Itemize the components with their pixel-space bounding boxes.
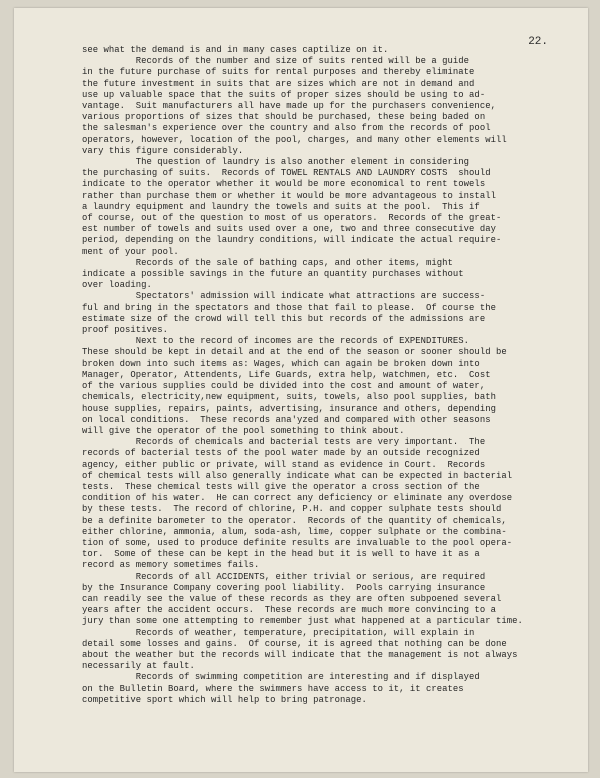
text-line: Records of the number and size of suits rented will be a guide — [82, 56, 470, 67]
text-line: condition of his water. He can correct any deficiency or eliminate any overdose — [82, 493, 513, 504]
text-line: by these tests. The record of chlorine, P.H. and copper sulphate tests should — [82, 504, 502, 515]
text-line: tion of some, used to produce definite results are invaluable to the pool opera- — [82, 537, 513, 548]
text-line: about the weather but the records will indicate that the management is not always — [82, 649, 518, 660]
text-line: These should be kept in detail and at the end of the season or sooner should be — [82, 347, 507, 358]
text-line: see what the demand is and in many cases captilize on it. — [82, 45, 389, 55]
text-line: of chemical tests will also generally indicate what can be expected in bacterial — [82, 470, 513, 481]
text-line: of course, out of the question to most of us operators. Records of the great- — [82, 213, 502, 224]
text-line: broken down into such items as: Wages, which can again be broken down into — [82, 358, 480, 369]
text-line: Next to the record of incomes are the records of EXPENDITURES. — [82, 336, 470, 347]
text-line: will give the operator of the pool something to think about. — [82, 425, 405, 436]
text-line: Records of all ACCIDENTS, either trivial or serious, are required — [82, 571, 486, 582]
text-line: various proportions of sizes that should be purchased, these being baded on — [82, 112, 486, 123]
text-line: indicate to the operator whether it would be more economical to rent towels — [82, 179, 486, 190]
text-line: tests. These chemical tests will give the operator a cross section of the — [82, 481, 480, 492]
text-line: vantage. Suit manufacturers all have made up for the purchasers convenience, — [82, 101, 496, 112]
text-line: house supplies, repairs, paints, advertising, insurance and others, depending — [82, 403, 496, 414]
text-line: years after the accident occurs. These records are much more convincing to a — [82, 605, 496, 616]
text-line: a laundry equipment and laundry the towels and suits at the pool. This if — [82, 201, 480, 212]
text-line: the future investment in suits that are sizes which are not in demand and — [82, 78, 475, 89]
text-line: use up valuable space that the suits of proper sizes should be using to ad- — [82, 89, 486, 100]
text-line: Records of chemicals and bacterial tests are very important. The — [82, 437, 486, 448]
text-line: the purchasing of suits. Records of TOWEL RENTALS AND LAUNDRY COSTS should — [82, 168, 491, 179]
text-line: can readily see the value of these records as they are often subpoened several — [82, 593, 502, 604]
text-line: records of bacterial tests of the pool water made by an outside recognized — [82, 448, 480, 459]
text-line: on local conditions. These records ana'yzed and compared with other seasons — [82, 414, 491, 425]
text-line: chemicals, electricity,new equipment, suits, towels, also pool supplies, bath — [82, 392, 496, 403]
text-line: rather than purchase them or whether it would be more advantageous to install — [82, 190, 496, 201]
text-line: record as memory sometimes fails. — [82, 560, 260, 571]
text-line: competitive sport which will help to bring patronage. — [82, 694, 367, 705]
text-line: Records of the sale of bathing caps, and other items, might — [82, 257, 453, 268]
text-line: jury than some one attempting to remember just what happened at a particular time. — [82, 616, 523, 627]
text-line: detail some losses and gains. Of course, it is agreed that nothing can be done — [82, 638, 507, 649]
text-line: the salesman's experience over the country and also from the records of pool — [82, 123, 491, 134]
text-line: agency, either public or private, will stand as evidence in Court. Records — [82, 459, 486, 470]
text-line: proof positives. — [82, 325, 169, 336]
page-number: 22. — [528, 36, 548, 48]
text-line: indicate a possible savings in the future an quantity purchases without — [82, 269, 464, 280]
text-line: vary this figure considerably. — [82, 145, 244, 156]
text-line: ful and bring in the spectators and those that fail to please. Of course the — [82, 302, 496, 313]
text-line: in the future purchase of suits for rental purposes and thereby eliminate — [82, 67, 475, 78]
text-line: Records of weather, temperature, precipitation, will explain in — [82, 627, 475, 638]
text-line: on the Bulletin Board, where the swimmers have access to it, it creates — [82, 683, 464, 694]
text-line: est number of towels and suits used over a one, two and three consecutive day — [82, 224, 496, 235]
text-line: of the various supplies could be divided into the cost and amount of water, — [82, 381, 486, 392]
text-line: necessarily at fault. — [82, 661, 195, 672]
text-line: estimate size of the crowd will tell this but records of the admissions are — [82, 313, 486, 324]
text-line: operators, however, location of the pool, charges, and many other elements will — [82, 134, 507, 145]
text-line: period, depending on the laundry conditions, will indicate the actual require- — [82, 235, 502, 246]
text-line: tor. Some of these can be kept in the head but it is well to have it as a — [82, 549, 480, 560]
text-line: over loading. — [82, 280, 152, 291]
text-line: ment of your pool. — [82, 246, 179, 257]
text-line: either chlorine, ammonia, alum, soda-ash, lime, copper sulphate or the combina- — [82, 526, 507, 537]
document-page — [14, 8, 588, 772]
text-line: be a definite barometer to the operator. Records of the quantity of chemicals, — [82, 515, 507, 526]
text-line: Spectators' admission will indicate what attractions are success- — [82, 291, 486, 302]
text-line: by the Insurance Company covering pool liability. Pools carrying insurance — [82, 582, 486, 593]
document-body — [82, 45, 572, 706]
text-line: Manager, Operator, Attendents, Life Guards, extra help, watchmen, etc. Cost — [82, 369, 491, 380]
text-line: The question of laundry is also another element in considering — [82, 157, 470, 168]
text-line: Records of swimming competition are interesting and if displayed — [82, 672, 480, 683]
